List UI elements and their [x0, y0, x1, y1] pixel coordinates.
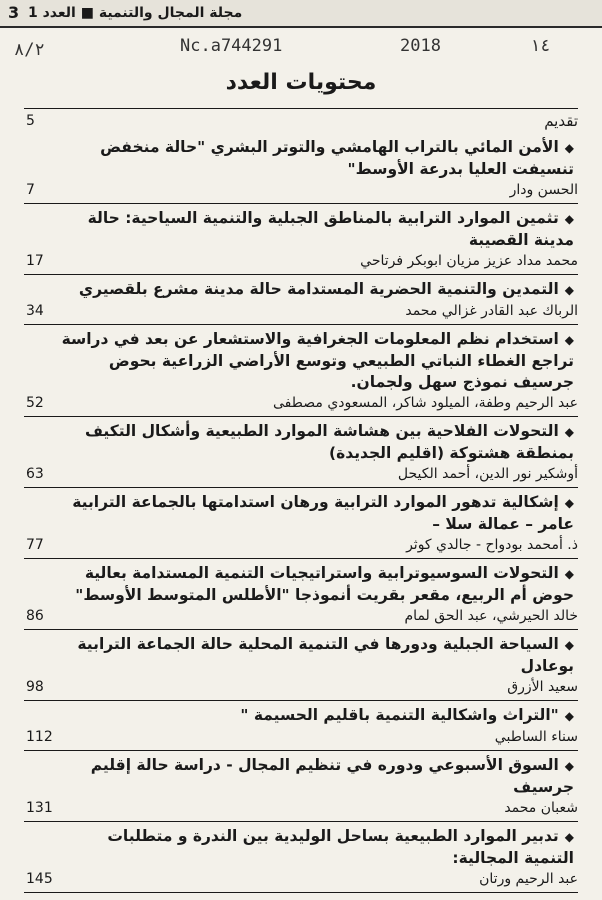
diamond-bullet-icon: ◆ — [564, 333, 574, 347]
entry-title: ◆الأمن المائي بالتراب الهامشي والتوتر البشري "حالة منخفض تنسيفت العليا بدرعة الأوسط" — [100, 138, 574, 178]
entry-title: ◆التمدين والتنمية الحضرية المستدامة حالة مدينة مشرع بلقصيري — [78, 280, 574, 298]
entry-authors: ذ. أمحمد بودواح - جالدي كوثر — [406, 537, 578, 553]
toc-entry — [24, 325, 578, 417]
toc-entry — [24, 204, 578, 275]
entry-page: 34 — [26, 303, 44, 319]
entry-authors: خالد الحيرشي، عبد الحق لمام — [404, 608, 578, 624]
entry-page: 63 — [26, 466, 44, 482]
entry-title: ◆تثمين الموارد الترابية بالمناطق الجبلية والتنمية السياحية: حالة مدينة القصيبة — [87, 209, 574, 249]
diamond-bullet-icon: ◆ — [564, 638, 574, 652]
entry-authors: سناء الساطبي — [494, 729, 578, 745]
entry-page: 7 — [26, 182, 35, 198]
entry-page: 17 — [26, 253, 44, 269]
diamond-bullet-icon: ◆ — [564, 496, 574, 510]
toc-entry — [24, 275, 578, 325]
entry-authors: الرباك عبد القادر غزالي محمد — [405, 303, 578, 319]
entry-page: 98 — [26, 679, 44, 695]
diamond-bullet-icon: ◆ — [564, 759, 574, 773]
toc-entry — [24, 751, 578, 822]
entry-page: 131 — [26, 800, 53, 816]
intro-label: تقديم — [544, 112, 578, 130]
diamond-bullet-icon: ◆ — [564, 283, 574, 297]
entry-title: ◆التحولات السوسيوترابية واستراتيجيات التنمية المستدامة بعالية حوض أم الربيع، مقعر بقريت أنموذجا "الأطلس المتوسط الأوسط" — [75, 564, 574, 604]
toc-entry — [24, 822, 578, 893]
intro-page: 5 — [26, 113, 35, 129]
entry-page: 145 — [26, 871, 53, 887]
intro-row — [24, 109, 578, 133]
toc-entry — [24, 417, 578, 488]
running-header — [0, 0, 602, 28]
handwritten-left-mark: ٨/٢ — [14, 40, 45, 60]
entry-authors: الحسن ودار — [509, 182, 578, 198]
entry-title: ◆السوق الأسبوعي ودوره في تنظيم المجال - دراسة حالة إقليم جرسيف — [90, 756, 574, 796]
header-page-number: 3 — [8, 3, 20, 22]
diamond-bullet-icon: ◆ — [564, 141, 574, 155]
entry-authors: عبد الرحيم وطفة، الميلود شاكر، المسعودي مصطفى — [273, 395, 578, 411]
toc-entry — [24, 488, 578, 559]
toc-entry — [24, 630, 578, 701]
diamond-bullet-icon: ◆ — [564, 830, 574, 844]
entry-page: 86 — [26, 608, 44, 624]
entry-title: ◆"التراث واشكالية التنمية باقليم الحسيمة " — [240, 706, 574, 724]
diamond-bullet-icon: ◆ — [564, 709, 574, 723]
toc-entry — [24, 133, 578, 204]
diamond-bullet-icon: ◆ — [564, 567, 574, 581]
entry-authors: عبد الرحيم ورتان — [479, 871, 578, 887]
entry-page: 112 — [26, 729, 53, 745]
entry-authors: شعبان محمد — [504, 800, 578, 816]
handwritten-right-mark: ١٤ — [530, 36, 551, 56]
toc-entry — [24, 559, 578, 630]
entry-authors: أوشكير نور الدين، أحمد الكيحل — [397, 466, 578, 482]
entry-page: 52 — [26, 395, 44, 411]
entry-title: ◆استخدام نظم المعلومات الجغرافية والاستشعار عن بعد في دراسة تراجع الغطاء النباتي الطبيعي وتوسع الأراضي الزراعية بحوض جرسيف نموذج سهل ولجمان. — [61, 330, 574, 391]
diamond-bullet-icon: ◆ — [564, 212, 574, 226]
entry-title: ◆إشكالية تدهور الموارد الترابية ورهان استدامتها بالجماعة الترابية عامر – عمالة سلا – — [72, 493, 574, 533]
toc-entry — [24, 701, 578, 751]
entry-authors: سعيد الأزرق — [507, 679, 578, 695]
entry-title: ◆السياحة الجبلية ودورها في التنمية المحلية حالة الجماعة الترابية بوعادل — [77, 635, 574, 675]
toc-title: محتويات العدد — [225, 70, 377, 95]
handwritten-ref-number: Nc.a744291 — [180, 36, 283, 56]
handwritten-year: 2018 — [400, 36, 441, 56]
diamond-bullet-icon: ◆ — [564, 425, 574, 439]
table-of-contents — [24, 108, 578, 893]
entry-authors: محمد مداد عزيز مزيان ابوبكر فرتاحي — [360, 253, 578, 269]
entry-title: ◆تدبير الموارد الطبيعية بساحل الوليدية بين الندرة و متطلبات التنمية المجالية: — [107, 827, 574, 867]
entry-title: ◆التحولات الفلاحية بين هشاشة الموارد الطبيعية وأشكال التكيف بمنطقة هشتوكة (اقليم الجديدة) — [84, 422, 574, 462]
entry-page: 77 — [26, 537, 44, 553]
journal-title: مجلة المجال والتنمية ■ العدد 1 — [28, 5, 243, 21]
